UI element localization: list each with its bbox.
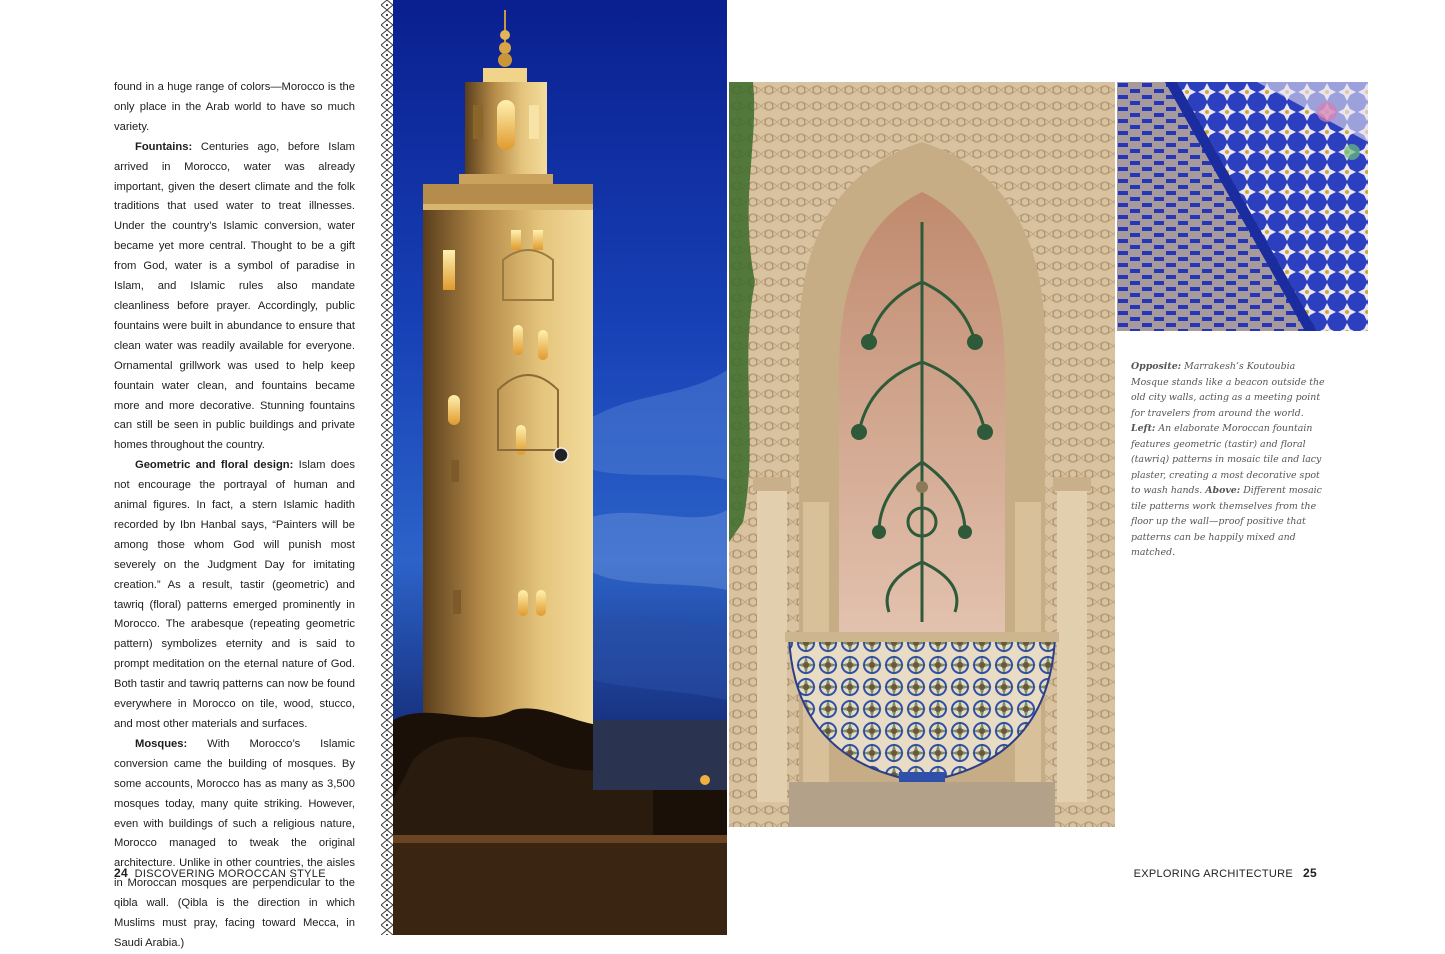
paragraph-intro bbox=[114, 78, 355, 138]
paragraph-mosques bbox=[114, 735, 355, 954]
paragraph-heading: Fountains: bbox=[135, 140, 193, 153]
running-head: EXPLORING ARCHITECTURE bbox=[1133, 868, 1293, 880]
paragraph-fountains bbox=[114, 138, 355, 457]
fountain-illustration bbox=[729, 82, 1115, 827]
page-number: 24 bbox=[114, 866, 128, 880]
tiles-illustration bbox=[1117, 82, 1368, 331]
paragraph-text: Islam does not encourage the portrayal of human and animal figures. In fact, a stern Islamic hadith recorded by Ibn Hanbal says, “Painters will be among those whom God will punish most severely on the Judgment Day for imitating creation.” As a result, tastir (geometric) and tawriq (floral) patterns emerged prominently in Morocco. The arabesque (repeating geometric pattern) symbolizes eternity and is said to prompt meditation on the eternal nature of God. Both tastir and tawriq patterns can now be found everywhere in Morocco on tile, wood, stucco, and most other materials and surfaces. bbox=[114, 459, 355, 730]
minaret-illustration bbox=[393, 0, 727, 935]
caption-text-opposite: Marrakesh’s Koutoubia Mosque stands like a beacon outside the old city walls, acting as a meeting point for travelers from around the world. bbox=[1131, 361, 1325, 419]
caption-text-above: Different mosaic tile patterns work themselves from the floor up the wall—proof positive that patterns can be happily mixed and matched. bbox=[1131, 485, 1322, 558]
moroccan-fountain-photo bbox=[729, 82, 1115, 827]
koutoubia-minaret-photo bbox=[393, 0, 727, 935]
decorative-border bbox=[381, 0, 393, 935]
paragraph-heading: Geometric and floral design: bbox=[135, 459, 294, 472]
caption-lead-above: Above: bbox=[1205, 485, 1241, 496]
running-head: DISCOVERING MOROCCAN STYLE bbox=[134, 868, 326, 880]
paragraph-geometric-floral bbox=[114, 456, 355, 735]
zigzag-border-graphic bbox=[381, 0, 393, 935]
caption-lead-opposite: Opposite: bbox=[1131, 361, 1182, 372]
caption-text-left: An elaborate Moroccan fountain features geometric (tastir) and floral (tawriq) patterns in mosaic tile and lacy plaster, creating a most decorative spot to wash hands. bbox=[1131, 423, 1322, 496]
photo-caption bbox=[1131, 359, 1326, 561]
page-number: 25 bbox=[1303, 866, 1317, 880]
folio-right bbox=[1134, 866, 1317, 880]
mosaic-tile-wall-photo bbox=[1117, 82, 1368, 331]
paragraph-text: With Morocco’s Islamic conversion came the building of mosques. By some accounts, Morocco has as many as 3,500 mosques today, many quite striking. However, even with buildings of such a religious nature, Morocco managed to tweak the original architecture. Unlike in other countries, the aisles in Moroccan mosques are perpendicular to the qibla wall. (Qibla is the direction in which Muslims must pray, facing toward Mecca, in Saudi Arabia.) bbox=[114, 737, 355, 949]
folio-left bbox=[114, 866, 326, 880]
paragraph-text: found in a huge range of colors—Morocco is the only place in the Arab world to have so much variety. bbox=[114, 81, 355, 133]
paragraph-heading: Mosques: bbox=[135, 737, 188, 750]
caption-lead-left: Left: bbox=[1131, 423, 1156, 434]
paragraph-text: Centuries ago, before Islam arrived in Morocco, water was already important, given the desert climate and the folk traditions that used water to treat illnesses. Under the country’s Islamic conversion, water became yet more central. Thought to be a gift from God, water is a symbol of paradise in Islam, and Islamic rules also mandate cleanliness before prayer. Accordingly, public fountains were built in abundance to ensure that clean water was readily available for everyone. Ornamental grillwork was used to help keep fountain water clean, and fountains became more and more decorative. Stunning fountains can still be seen in public buildings and private homes throughout the country. bbox=[114, 140, 355, 452]
body-text-column bbox=[114, 78, 355, 954]
